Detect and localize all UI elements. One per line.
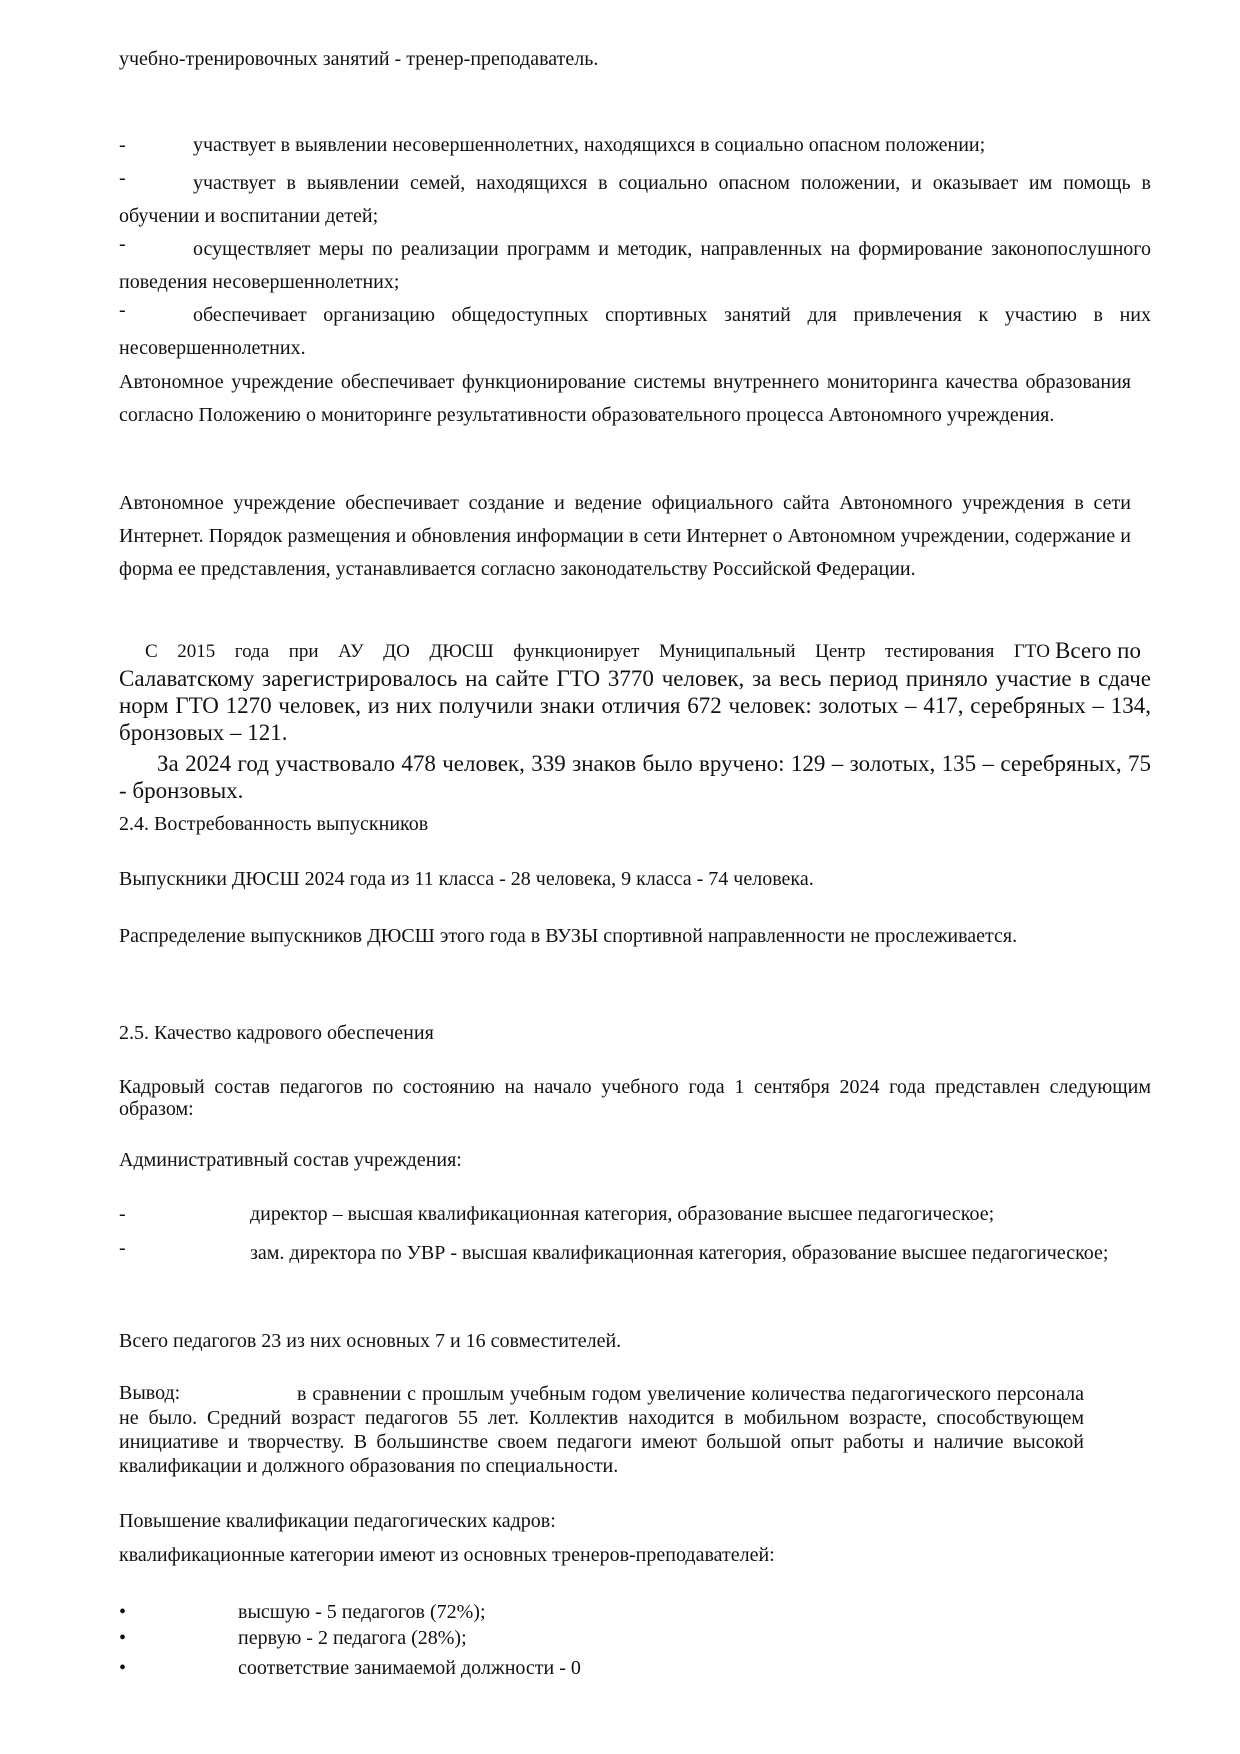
conclusion-label: Вывод: <box>119 1382 181 1404</box>
duty-item: участвует в выявлении несовершеннолетних, находящихся в социально опасном положении; <box>193 134 986 156</box>
list-dash: - <box>119 1203 126 1225</box>
category-item: высшую - 5 педагогов (72%); <box>238 1601 486 1623</box>
admin-item: зам. директора по УВР - высшая квалификационная категория, образование высшее педагогическое; <box>250 1242 1109 1264</box>
website-paragraph: Автономное учреждение обеспечивает создание и ведение официального сайта Автономного учреждения в сети Интернет. Порядок размещения и обновления информации в сети Интернет о Автономном учреждении, содержание и форма ее представления, устанавливается согласно законодательству Российской Федерации. <box>119 492 1131 580</box>
list-dash: - <box>119 1237 126 1259</box>
section-2-5-title: 2.5. Качество кадрового обеспечения <box>119 1022 434 1044</box>
list-dash: - <box>119 233 126 255</box>
gto-total: Салаватскому зарегистрировалось на сайте ГТО 3770 человек, за весь период приняло участие в сдаче норм ГТО 1270 человек, из них получили знаки отличия 672 человек: золотых – 417, серебряных – 134, бронзовых – 121. <box>119 666 1151 745</box>
staff-text: Кадровый состав педагогов по состоянию на начало учебного года 1 сентября 2024 года представлен следующим образом: <box>119 1076 1151 1120</box>
bullet-point: • <box>119 1601 127 1623</box>
bullet-point: • <box>119 1657 127 1679</box>
distribution-text: Распределение выпускников ДЮСШ этого года в ВУЗЫ спортивной направленности не прослеживается. <box>119 925 1018 947</box>
conclusion-text: в сравнении с прошлым учебным годом увеличение количества педагогического персонала не было. Средний возраст педагогов 55 лет. Коллектив находится в мобильном возрасте, способствующем инициативе и творчеству. В большинстве своем педагоги имеют большой опыт работы и наличие высокой квалификации и должного образования по специальности. <box>119 1383 1084 1477</box>
monitoring-paragraph: Автономное учреждение обеспечивает функционирование системы внутреннего мониторинга качества образования согласно Положению о мониторинге результативности образовательного процесса Автономного учреждения. <box>119 371 1131 426</box>
continuation-line: учебно-тренировочных занятий - тренер-преподаватель. <box>119 48 599 70</box>
list-dash: - <box>119 134 126 156</box>
category-item: соответствие занимаемой должности - 0 <box>238 1657 581 1679</box>
gto-intro: С 2015 года при АУ ДО ДЮСШ функционирует Муниципальный Центр тестирования ГТО <box>145 641 1050 662</box>
list-dash: - <box>119 167 126 189</box>
gto-total-lead: Всего по <box>1055 638 1141 663</box>
list-dash: - <box>119 299 126 321</box>
admin-item: директор – высшая квалификационная категория, образование высшее педагогическое; <box>250 1203 995 1225</box>
section-2-4-title: 2.4. Востребованность выпускников <box>119 813 429 835</box>
admin-title: Административный состав учреждения: <box>119 1149 462 1171</box>
duty-item: осуществляет меры по реализации программ и методик, направленных на формирование законопослушного поведения несовершеннолетних; <box>119 238 1151 293</box>
teachers-total: Всего педагогов 23 из них основных 7 и 16 совместителей. <box>119 1330 622 1352</box>
gto-2024: За 2024 год участвовало 478 человек, 339 знаков было вручено: 129 – золотых, 135 – серебряных, 75 - бронзовых. <box>119 751 1151 803</box>
qualification-title: Повышение квалификации педагогических кадров: <box>119 1510 556 1532</box>
duty-item: обеспечивает организацию общедоступных спортивных занятий для привлечения к участию в них несовершеннолетних. <box>119 304 1151 359</box>
graduates-text: Выпускники ДЮСШ 2024 года из 11 класса - 28 человека, 9 класса - 74 человека. <box>119 868 814 890</box>
qualification-subtitle: квалификационные категории имеют из основных тренеров-преподавателей: <box>119 1544 775 1566</box>
category-item: первую - 2 педагога (28%); <box>238 1627 467 1649</box>
bullet-point: • <box>119 1627 127 1649</box>
duty-item: участвует в выявлении семей, находящихся в социально опасном положении, и оказывает им помощь в обучении и воспитании детей; <box>119 172 1151 227</box>
